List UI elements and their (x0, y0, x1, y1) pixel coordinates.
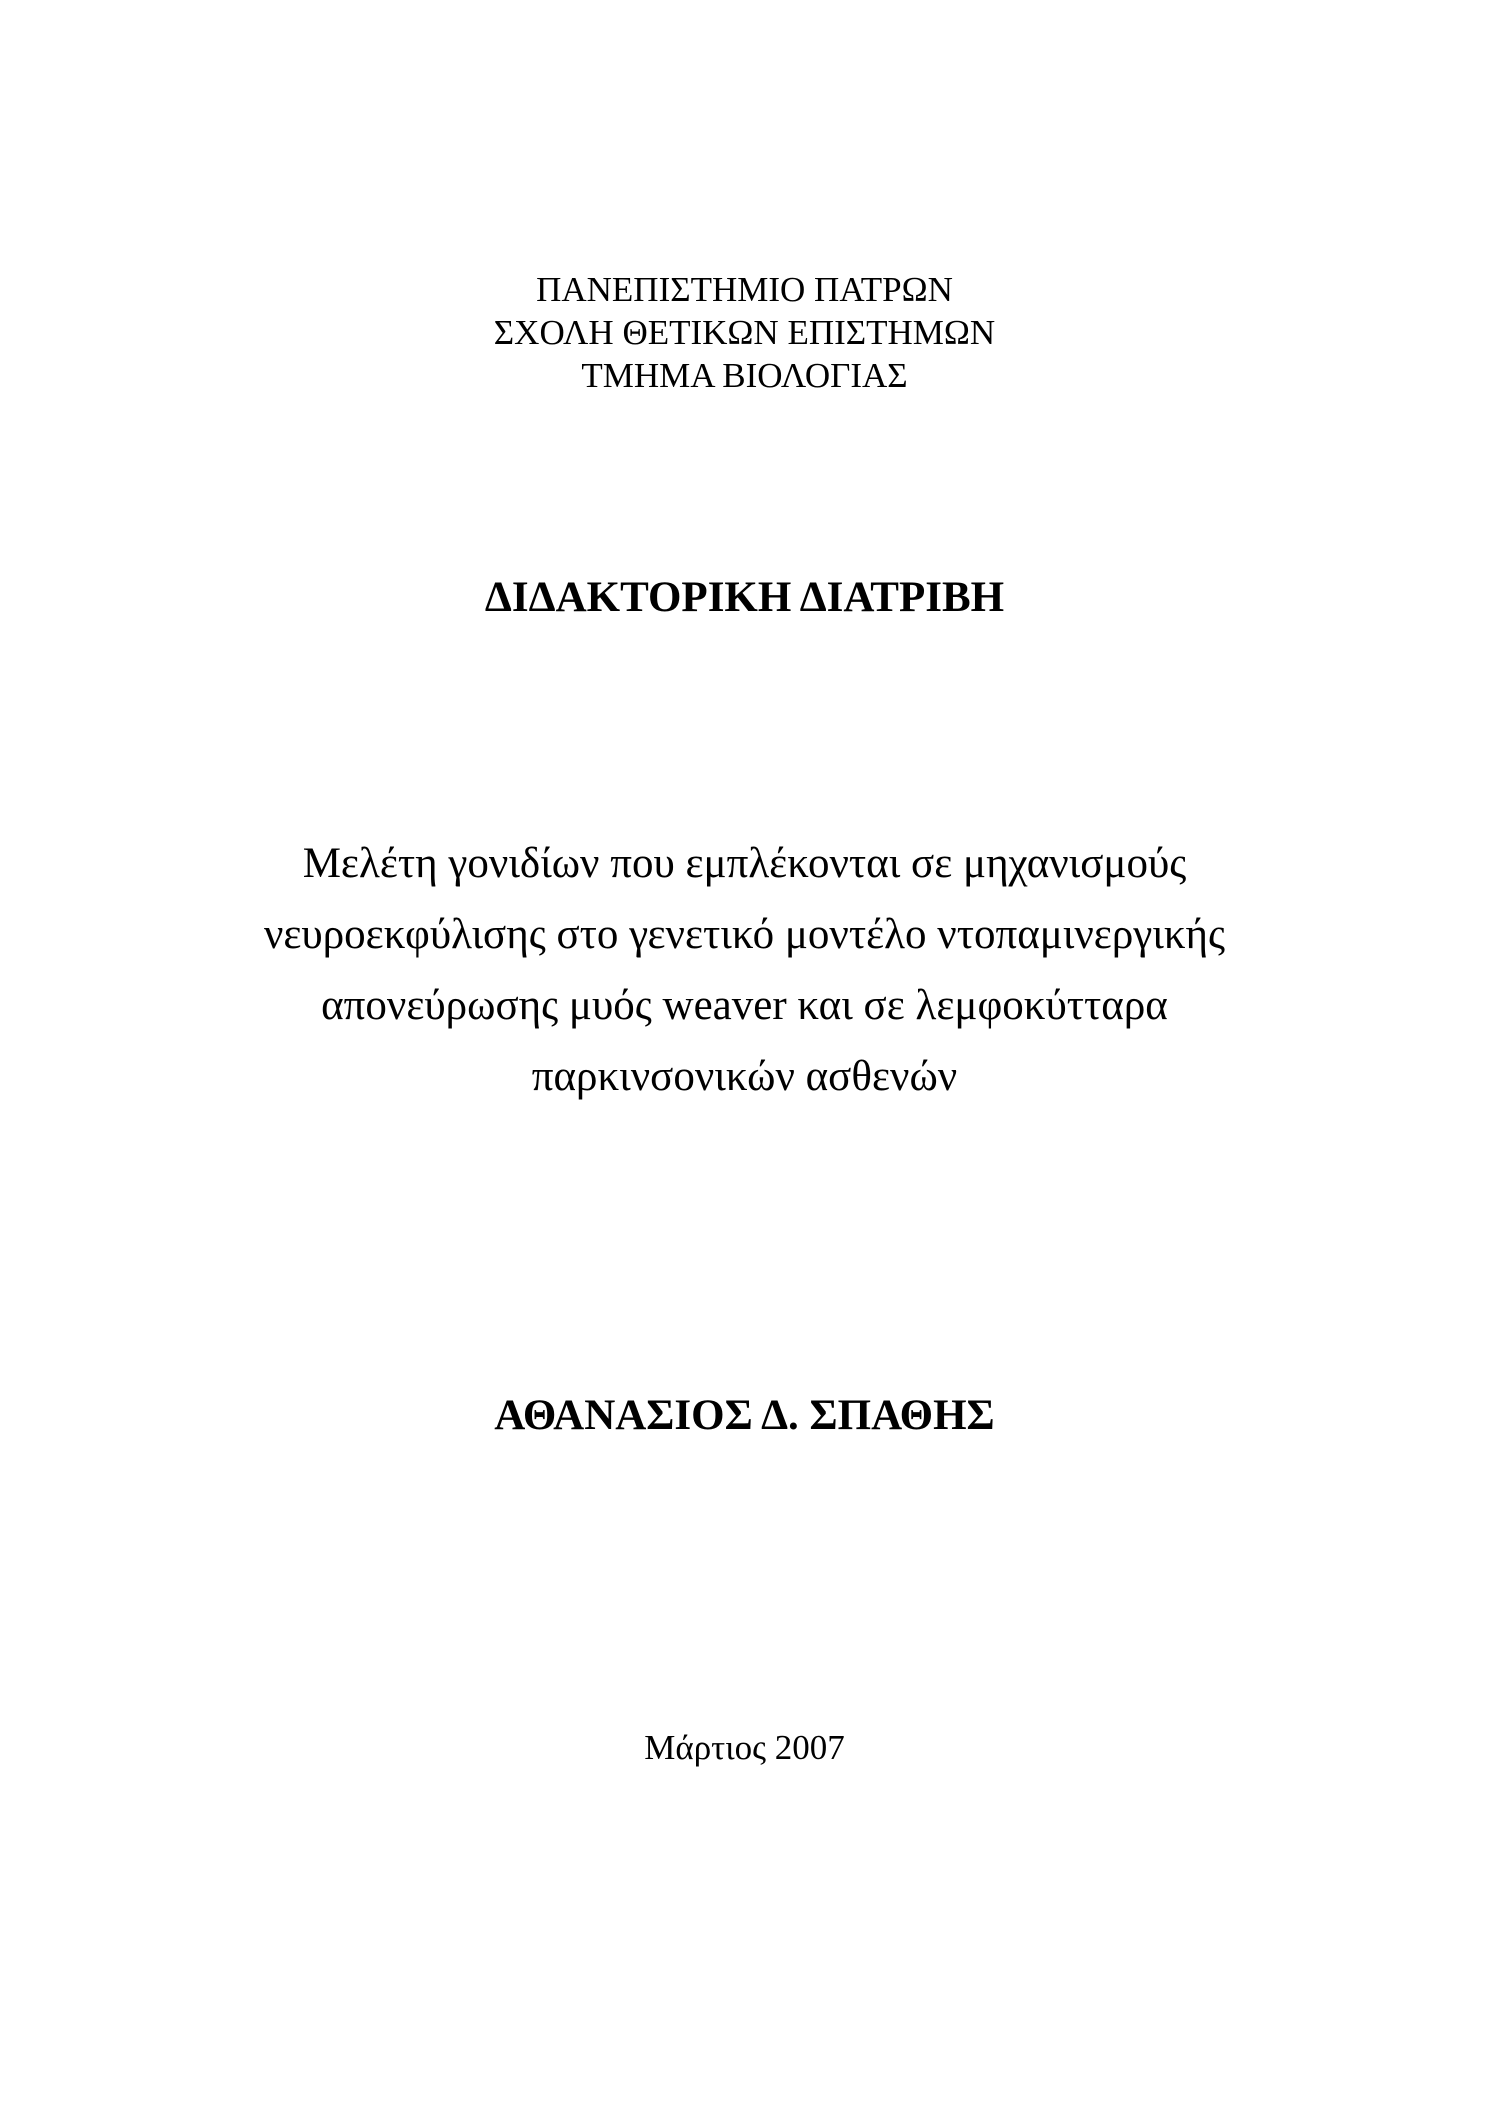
institution-header (0, 268, 1489, 397)
school-name: ΣΧΟΛΗ ΘΕΤΙΚΩΝ ΕΠΙΣΤΗΜΩΝ (493, 313, 996, 352)
title-line: Μελέτη γονιδίων που εμπλέκονται σε μηχανισμούς (302, 840, 1187, 887)
document-type: ΔΙΔΑΚΤΟΡΙΚΗ ΔΙΑΤΡΙΒΗ (484, 574, 1005, 621)
author-name: ΑΘΑΝΑΣΙΟΣ Δ. ΣΠΑΘΗΣ (494, 1392, 995, 1439)
university-name: ΠΑΝΕΠΙΣΤΗΜΙΟ ΠΑΤΡΩΝ (536, 270, 953, 309)
title-line: παρκινσονικών ασθενών (531, 1053, 958, 1100)
department-name: ΤΜΗΜΑ ΒΙΟΛΟΓΙΑΣ (581, 356, 908, 395)
title-line: απονεύρωσης μυός weaver και σε λεμφοκύτταρα (321, 982, 1168, 1029)
title-line: νευροεκφύλισης στο γενετικό μοντέλο ντοπαμινεργικής (263, 911, 1226, 958)
publication-date: Μάρτιος 2007 (644, 1728, 845, 1767)
thesis-title (0, 828, 1489, 1112)
